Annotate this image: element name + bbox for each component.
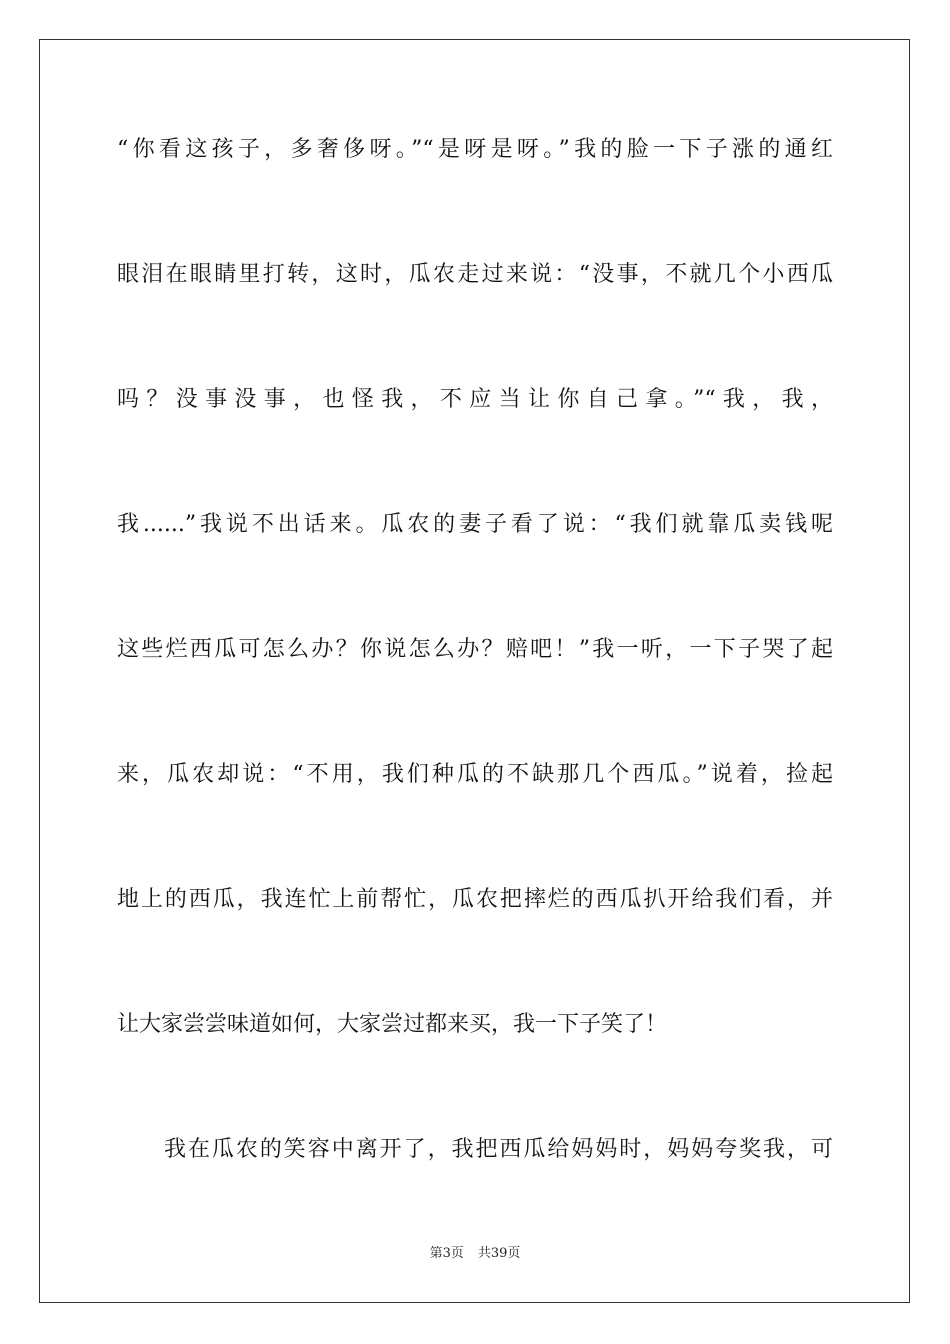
page-border: [39, 39, 910, 1303]
page-footer: [0, 1245, 950, 1263]
page-number: 第3页: [429, 1246, 464, 1261]
paragraph-line: 这些烂西瓜可怎么办？你说怎么办？赔吧！”我一听，一下子哭了起: [117, 637, 833, 662]
paragraph-line: “你看这孩子，多奢侈呀。”“是呀是呀。”我的脸一下子涨的通红: [117, 137, 833, 162]
page-total: 共39页: [477, 1246, 521, 1261]
paragraph-line-last: 让大家尝尝味道如何，大家尝过都来买，我一下子笑了！: [117, 1012, 668, 1037]
paragraph-line-indented: 我在瓜农的笑容中离开了，我把西瓜给妈妈时，妈妈夸奖我，可: [164, 1137, 833, 1162]
paragraph-line: 眼泪在眼睛里打转，这时，瓜农走过来说：“没事，不就几个小西瓜: [117, 262, 833, 287]
paragraph-line: 我......”我说不出话来。瓜农的妻子看了说：“我们就靠瓜卖钱呢: [117, 512, 833, 537]
paragraph-line: 地上的西瓜，我连忙上前帮忙，瓜农把摔烂的西瓜扒开给我们看，并: [117, 887, 833, 912]
paragraph-line: 来，瓜农却说：“不用，我们种瓜的不缺那几个西瓜。”说着，捡起: [117, 762, 833, 787]
paragraph-line: 吗？没事没事，也怪我，不应当让你自己拿。”“我，我，: [117, 387, 833, 412]
